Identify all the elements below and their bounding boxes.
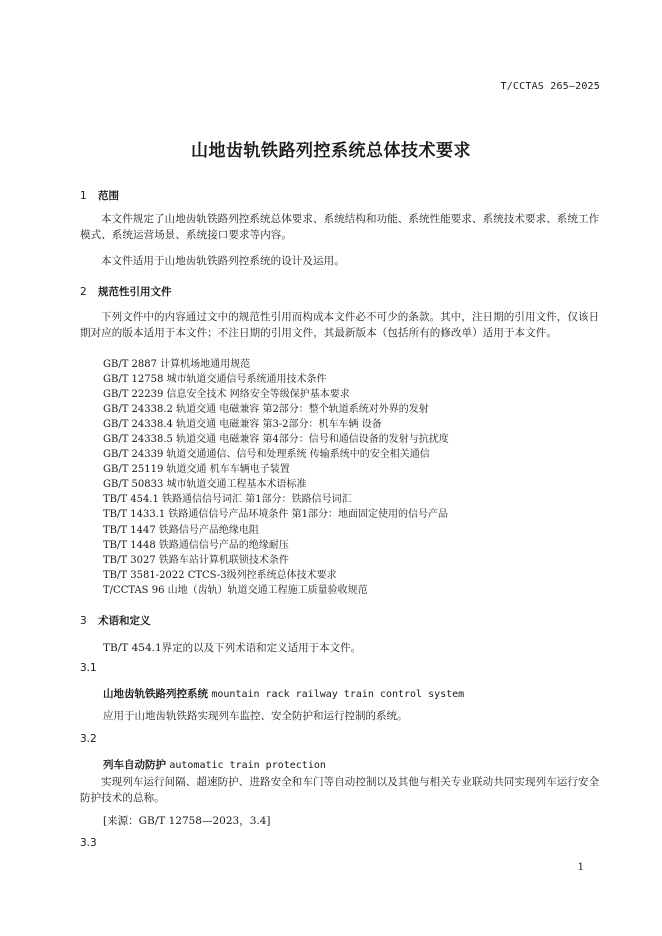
reference-item: TB/T 3581-2022 CTCS-3级列控系统总体技术要求	[103, 569, 337, 581]
term-3-1-number: 3.1	[80, 662, 97, 674]
section-1-paragraph-1: 本文件规定了山地齿轨铁路列控系统总体要求、系统结构和功能、系统性能要求、系统技术要求、系统工作模式、系统运营场景、系统接口要求等内容。	[80, 213, 600, 241]
reference-item: TB/T 1433.1 铁路通信信号产品环境条件 第1部分：地面固定使用的信号产品	[103, 509, 448, 521]
document-number: T/CCTAS 265—2025	[500, 81, 600, 92]
term-3-2-definition: 实现列车运行间隔、超速防护、进路安全和车门等自动控制以及其他与相关专业联动共同实现列车运行安全防护技术的总称。	[80, 776, 600, 804]
reference-item: GB/T 2887 计算机场地通用规范	[103, 359, 251, 370]
section-2-intro: 下列文件中的内容通过文中的规范性引用而构成本文件必不可少的条款。其中，注日期的引用文件，仅该日期对应的版本适用于本文件；不注日期的引用文件，其最新版本（包括所有的修改单）适用于本文件。	[80, 311, 600, 339]
section-3-number: 3	[80, 615, 87, 627]
reference-item: TB/T 3027 铁路车站计算机联锁技术条件	[103, 554, 289, 566]
reference-item: GB/T 22239 信息安全技术 网络安全等级保护基本要求	[103, 389, 350, 401]
section-1-title: 范围	[98, 190, 119, 202]
term-3-1-english: mountain rack railway train control system	[211, 689, 465, 700]
section-2-title: 规范性引用文件	[98, 286, 172, 298]
term-3-2-source: [来源：GB/T 12758—2023，3.4]	[103, 815, 271, 827]
reference-item: GB/T 24338.2 轨道交通 电磁兼容 第2部分：整个轨道系统对外界的发射	[103, 404, 429, 416]
reference-item: GB/T 24339 轨道交通通信、信号和处理系统 传输系统中的安全相关通信	[103, 449, 430, 461]
reference-item: GB/T 25119 轨道交通 机车车辆电子装置	[103, 464, 290, 476]
reference-item: TB/T 1448 铁路通信信号产品的绝缘耐压	[103, 539, 289, 551]
reference-item: GB/T 24338.4 轨道交通 电磁兼容 第3-2部分：机车车辆 设备	[103, 419, 382, 431]
section-1-number: 1	[80, 190, 87, 202]
reference-item: GB/T 24338.5 轨道交通 电磁兼容 第4部分：信号和通信设备的发射与抗扰度	[103, 434, 449, 446]
reference-list	[103, 357, 449, 598]
term-3-1-definition: 应用于山地齿轨铁路实现列车监控、安全防护和运行控制的系统。	[103, 710, 408, 722]
term-3-2-english: automatic train protection	[169, 760, 326, 771]
reference-item: TB/T 454.1 铁路通信信号词汇 第1部分：铁路信号词汇	[103, 494, 352, 506]
section-3-intro: TB/T 454.1界定的以及下列术语和定义适用于本文件。	[103, 642, 362, 654]
term-3-1-chinese: 山地齿轨铁路列控系统	[103, 688, 208, 700]
reference-item: GB/T 12758 城市轨道交通信号系统通用技术条件	[103, 374, 327, 386]
section-2-heading	[80, 284, 172, 299]
term-3-3-number: 3.3	[80, 837, 97, 849]
section-3-heading	[80, 613, 151, 628]
section-3-title: 术语和定义	[98, 615, 151, 627]
term-3-1-heading	[103, 686, 464, 701]
section-2-number: 2	[80, 286, 87, 298]
section-1-paragraph-2: 本文件适用于山地齿轨铁路列控系统的设计及运用。	[101, 255, 345, 267]
reference-item: TB/T 1447 铁路信号产品绝缘电阻	[103, 524, 259, 536]
term-3-2-heading	[103, 757, 326, 772]
term-3-2-number: 3.2	[80, 733, 97, 745]
page-number: 1	[577, 862, 584, 873]
reference-item: T/CCTAS 96 山地（齿轨）轨道交通工程施工质量验收规范	[103, 584, 368, 596]
section-1-heading	[80, 188, 119, 203]
document-title: 山地齿轨铁路列控系统总体技术要求	[191, 141, 471, 161]
term-3-2-chinese: 列车自动防护	[103, 759, 166, 771]
reference-item: GB/T 50833 城市轨道交通工程基本术语标准	[103, 479, 307, 491]
